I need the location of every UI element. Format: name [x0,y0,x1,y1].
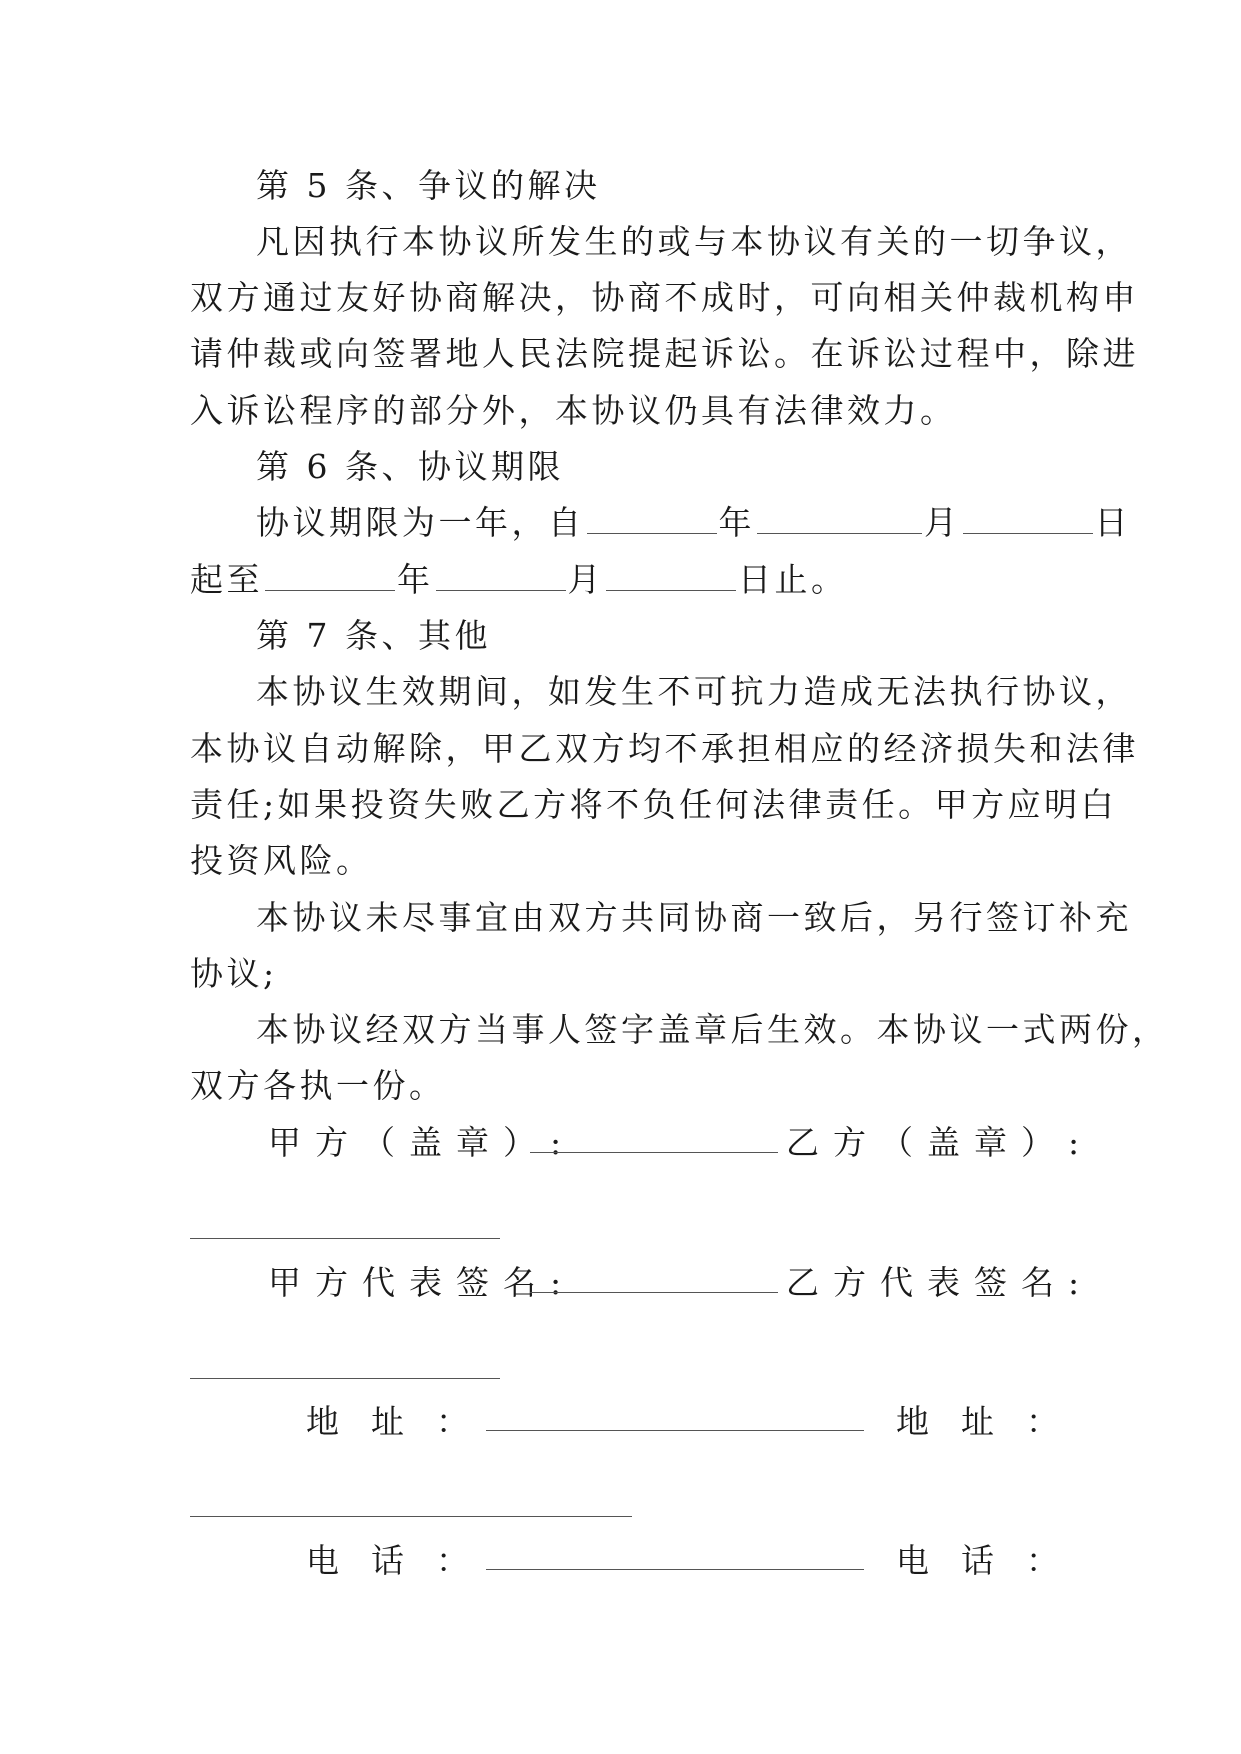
party-a-rep-label: 甲方代表签名: [268,1263,576,1302]
article-5-paragraph-line: 请仲裁或向签署地人民法院提起诉讼。在诉讼过程中，除进 [190,334,1139,373]
party-a-address-label: 地址： [306,1402,501,1441]
end-month-blank[interactable] [436,560,566,591]
start-year-blank[interactable] [587,503,717,534]
party-a-address-blank[interactable] [486,1430,864,1431]
year-label: 年 [718,503,755,542]
month-label: 月 [567,560,604,599]
agreement-term-start-line [256,503,1136,543]
end-day-blank[interactable] [606,560,736,591]
day-label: 日止。 [738,560,848,599]
party-b-phone-label: 电话： [896,1541,1091,1580]
start-day-blank[interactable] [963,503,1093,534]
party-b-seal-label: 乙方（盖章）: [786,1123,1094,1162]
party-b-rep-label: 乙方代表签名: [786,1263,1094,1302]
end-year-blank[interactable] [265,560,395,591]
article-7-paragraph-line: 双方各执一份。 [190,1066,446,1105]
party-b-address-blank[interactable] [190,1516,632,1517]
article-7-paragraph-line: 责任;如果投资失败乙方将不负任何法律责任。甲方应明白 [190,785,1118,824]
article-7-paragraph-line: 投资风险。 [190,841,373,880]
article-7-paragraph-line: 本协议自动解除，甲乙双方均不承担相应的经济损失和法律 [190,729,1139,768]
party-a-seal-blank[interactable] [530,1152,778,1153]
article-5-paragraph-line: 凡因执行本协议所发生的或与本协议有关的一切争议， [256,222,1132,261]
article-7-paragraph-line: 本协议未尽事宜由双方共同协商一致后，另行签订补充 [256,898,1132,937]
party-b-rep-blank[interactable] [190,1378,500,1379]
term-start-text: 协议期限为一年，自 [256,503,585,542]
party-a-seal-label: 甲方（盖章）: [268,1123,576,1162]
party-a-rep-blank[interactable] [530,1292,778,1293]
article-7-paragraph-line: 协议; [190,954,278,993]
article-7-heading: 第 7 条、其他 [256,616,491,655]
party-b-address-label: 地址： [896,1402,1091,1441]
term-end-text: 起至 [190,560,263,599]
month-label: 月 [924,503,961,542]
article-5-heading: 第 5 条、争议的解决 [256,166,601,205]
article-7-paragraph-line: 本协议经双方当事人签字盖章后生效。本协议一式两份， [256,1010,1169,1049]
party-a-phone-label: 电话： [306,1541,501,1580]
day-label: 日 [1094,503,1131,542]
start-month-blank[interactable] [757,503,922,534]
agreement-term-end-line [190,560,1070,600]
year-label: 年 [397,560,434,599]
party-a-phone-blank[interactable] [486,1569,864,1570]
article-5-paragraph-line: 双方通过友好协商解决，协商不成时，可向相关仲裁机构申 [190,278,1139,317]
article-5-paragraph-line: 入诉讼程序的部分外，本协议仍具有法律效力。 [190,391,957,430]
party-b-seal-blank[interactable] [190,1238,500,1239]
article-7-paragraph-line: 本协议生效期间，如发生不可抗力造成无法执行协议， [256,672,1132,711]
article-6-heading: 第 6 条、协议期限 [256,447,564,486]
